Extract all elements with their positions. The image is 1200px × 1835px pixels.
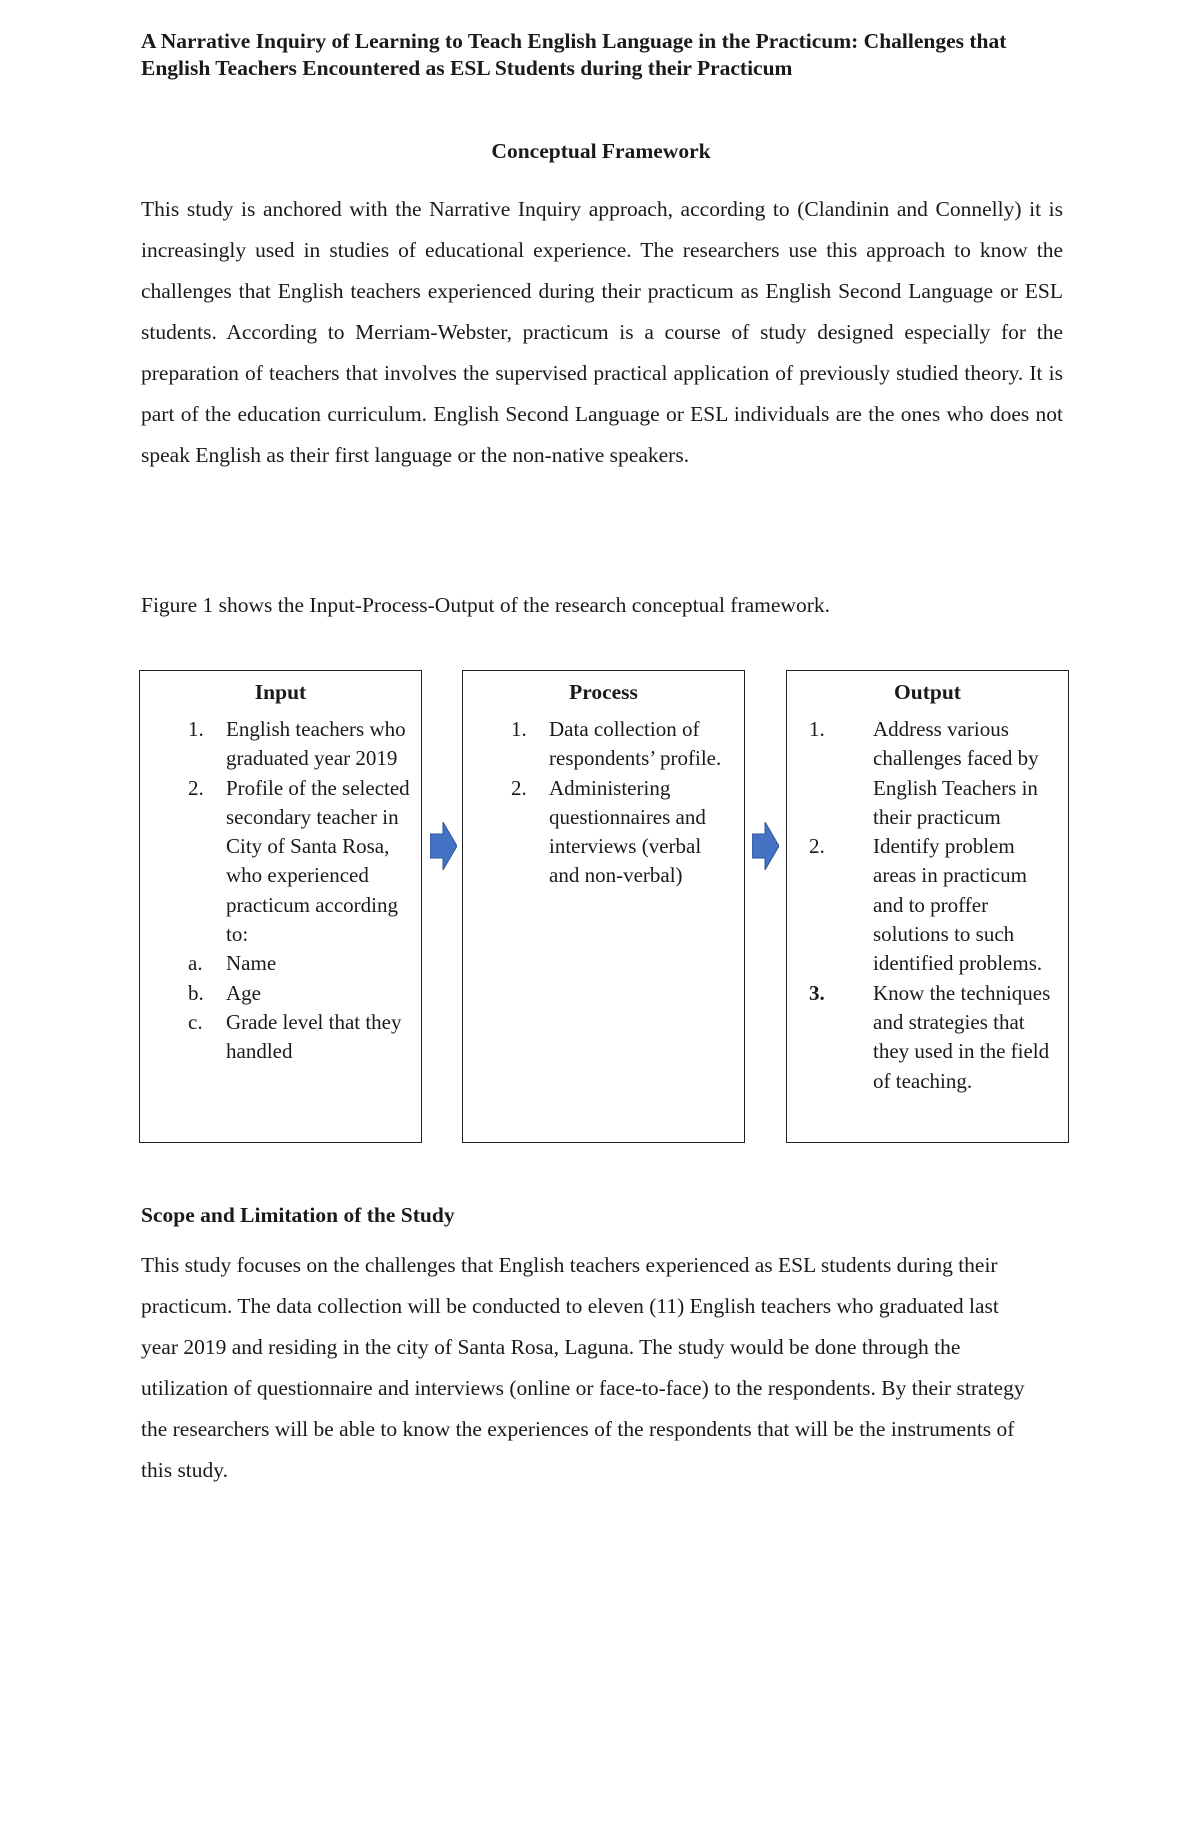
output-list [787, 715, 1068, 1096]
list-marker: 1. [188, 717, 204, 741]
list-item-text: Administering questionnaires and interviews (verbal and non-verbal) [549, 775, 706, 888]
output-box [786, 670, 1069, 1143]
list-item [140, 774, 421, 950]
list-marker: a. [188, 951, 203, 976]
list-item-text: Profile of the selected secondary teacher in City of Santa Rosa, who experienced practicum according to: [226, 775, 410, 947]
document-title: A Narrative Inquiry of Learning to Teach English Language in the Practicum: Challenges that English Teachers Encountered as ESL Students during their Practicum [141, 29, 1007, 80]
list-item [463, 715, 744, 774]
scope-paragraph: This study focuses on the challenges that English teachers experienced as ESL students during their practicum. The data collection will be conducted to eleven (11) English teachers who graduated last year 2019 and residing in the city of Santa Rosa, Laguna. The study would be done through the utilization of questionnaire and interviews (online or face-to-face) to the respondents. By their strategy the researchers will be able to know the experiences of the respondents that will be the instruments of this study. [141, 1253, 1025, 1482]
list-marker: 1. [809, 717, 825, 741]
input-to-process-arrow-icon [430, 822, 457, 870]
input-heading: Input [254, 680, 307, 704]
process-list [463, 715, 744, 891]
list-item [140, 979, 421, 1008]
list-item-text: English teachers who graduated year 2019 [226, 717, 406, 771]
input-box [139, 670, 422, 1143]
figure-caption: Figure 1 shows the Input-Process-Output of the research conceptual framework. [141, 593, 830, 617]
list-item [787, 979, 1068, 1096]
list-item [463, 774, 744, 891]
scope-heading: Scope and Limitation of the Study [141, 1203, 455, 1227]
list-item [140, 1008, 421, 1067]
conceptual-framework-paragraph: This study is anchored with the Narrative Inquiry approach, according to (Clandinin and Connelly) it is increasingly used in studies of educational experience. The researchers use this approach to know the challenges that English teachers experienced during their practicum as English Second Language or ESL students. According to Merriam-Webster, practicum is a course of study designed especially for the preparation of teachers that involves the supervised practical application of previously studied theory. It is part of the education curriculum. English Second Language or ESL individuals are the ones who does not speak English as their first language or the non-native speakers. [141, 197, 1063, 467]
list-item [140, 715, 421, 774]
output-heading: Output [894, 680, 961, 704]
process-box [462, 670, 745, 1143]
list-item-text: Age [226, 980, 261, 1005]
list-marker: 2. [188, 775, 204, 800]
list-item-text: Identify problem areas in practicum and to proffer solutions to such identified problems. [873, 834, 1043, 976]
list-marker: 2. [809, 834, 825, 859]
list-item [787, 715, 1068, 832]
list-item-text: Name [226, 951, 277, 976]
list-item-text: Know the techniques and strategies that they used in the field of teaching. [873, 980, 1051, 1093]
conceptual-framework-heading: Conceptual Framework [491, 139, 711, 163]
list-marker: c. [188, 1009, 203, 1034]
process-heading: Process [569, 680, 638, 704]
list-marker: 1. [511, 717, 527, 741]
list-marker: 2. [511, 775, 527, 800]
list-marker: b. [188, 980, 204, 1005]
process-to-output-arrow-icon [752, 822, 779, 870]
list-marker: 3. [809, 980, 825, 1005]
list-item [140, 949, 421, 978]
list-item-text: Grade level that they handled [226, 1009, 402, 1064]
input-list [140, 715, 421, 1067]
list-item-text: Address various challenges faced by English Teachers in their practicum [873, 717, 1039, 829]
list-item-text: Data collection of respondents’ profile. [549, 717, 722, 771]
list-item [787, 832, 1068, 978]
